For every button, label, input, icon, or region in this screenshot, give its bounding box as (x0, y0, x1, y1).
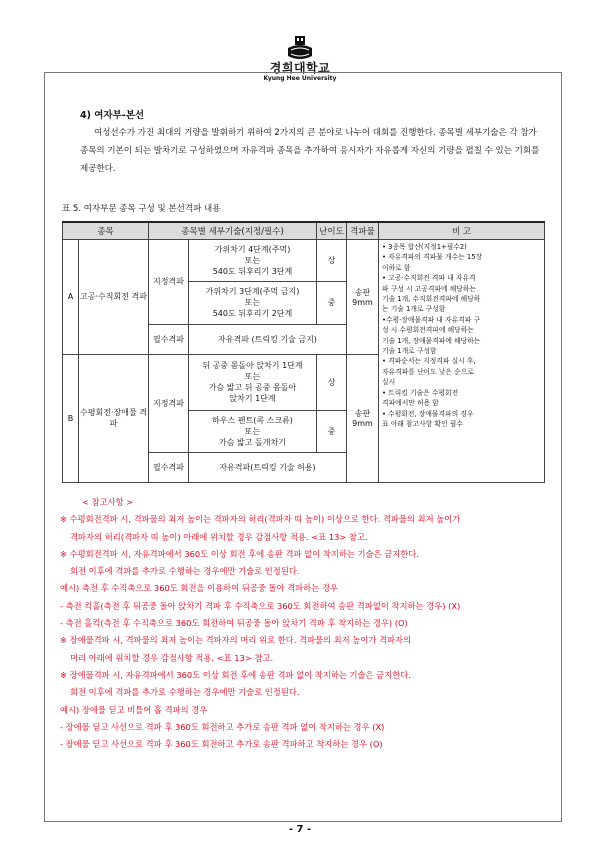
reference-line: - 측전 흘킥(측전 후 수직축으로 360도 회전하여 뒤공중 돌아 앉차기 격파 후 착지하는 경우) (O) (60, 618, 408, 629)
logo-english-name: Kyung Hee University (263, 75, 337, 82)
reference-title: < 참고사항 > (82, 497, 134, 507)
reference-line: - 측전 킥흘(측전 후 뒤공중 돌아 앉차기 격파 후 수직축으로 360도 회전하여 송판 격파없이 착지하는 경우) (X) (60, 600, 461, 611)
page-number: - 7 - (288, 824, 312, 835)
reference-notes (60, 494, 550, 753)
group-a-letter: A (63, 240, 79, 355)
reference-line: 예시) 측전 후 수직축으로 360도 회전을 이용하여 뒤공중 돌아 격파하는 경우 (60, 583, 338, 594)
header-material: 격파물 (347, 222, 379, 240)
group-a-free: 자유격파 (트릭킹 기술 금지) (189, 324, 347, 354)
group-a-designated: 지정격파 (149, 240, 189, 325)
group-a-skill2: 가위차기 3단계(주먹 금지) 또는 540도 뒤후리기 2단계 (189, 282, 317, 324)
table-row (63, 240, 545, 282)
group-b-name: 수평회전·장애물 격파 (79, 354, 149, 482)
reference-line: ※ 수평회전격파 시, 자유격파에서 360도 이상 회전 후에 송판 격파 없이 착지하는 기술은 금지한다. (60, 548, 419, 559)
header-difficulty: 난이도 (317, 222, 347, 240)
reference-line: 회전 이후에 격파를 추가로 수행하는 경우에만 기술로 인정된다. (70, 687, 300, 698)
group-b-skill2: 하우스 펜트(콕 스크류) 또는 가슴 밟고 돌개차기 (189, 410, 317, 452)
reference-line: - 장애물 딛고 사선으로 격파 후 360도 회전하고 추가로 송판 격파 없이 착지하는 경우 (X) (60, 721, 385, 732)
reference-line: ※ 수평회전격파 시, 격파물의 최저 높이는 격파자의 허리(격파자 띠 높이) 이상으로 한다. 격파물의 최저 높이가 (60, 514, 461, 525)
reference-line: - 장애물 딛고 사선으로 격파 후 360도 회전하고 추가로 송판 격파하고 착지하는 경우 (O) (60, 739, 383, 750)
group-b-skill1: 뒤 공중 몸돌아 앉차기 1단계 또는 가슴 밟고 뒤 공중 몸돌아 앉차기 1단계 (189, 354, 317, 410)
logo-korean-name: 경희대학교 (269, 61, 331, 75)
remarks-notes: • 3종목 합산(지정1+필수2) • 자유격파의 격파물 개수는 15장 이하로 함 • 고공·수직회전 격파 내 자유격 파 구성 시 고공격파에 해당하는 기술 1개, 수직회전격파에 해당하 는 기술 1개로 구성함 •수평·장애물격파 내 자유격파 구 성 시 수평회전격파에 해당하는 기술 1개, 장애물격파에 해당하는 기술 1개로 구성함 • 격파순서는 지정격파 실시 후, 자유격파를 난이도 낮은 순으로 실시 • 트릭킹 기술은 수평회전 격파에서만 허용 함 • 수평회전, 장애물격파의 경우 표 아래 참고사항 확인 필수 (379, 240, 545, 483)
reference-line: ※ 장애물격파 시, 격파물의 최저 높이는 격파자의 머리 위로 한다. 격파물의 최저 높이가 격파자의 (60, 635, 412, 646)
reference-line: 회전 이후에 격파를 추가로 수행하는 경우에만 기술로 인정된다. (70, 566, 300, 577)
events-table (62, 221, 545, 483)
reference-line: 예시) 장애물 딛고 비틀어 홀 격파의 경우 (60, 704, 208, 715)
table-header-row (63, 222, 545, 240)
group-b-free: 자유격파(트릭킹 기술 허용) (189, 453, 347, 483)
group-b-skill1-level: 상 (317, 354, 347, 410)
reference-line: 격파자의 허리(격파자 띠 높이) 아래에 위치할 경우 감점사항 적용. <표 13> 참고. (70, 531, 368, 542)
table-caption: 표 5. 여자부문 종목 구성 및 본선격파 내용 (62, 204, 221, 214)
group-a-skill1: 가위차기 4단계(주먹) 또는 540도 뒤후리기 3단계 (189, 240, 317, 282)
group-b-letter: B (63, 354, 79, 482)
group-b-mandatory: 필수격파 (149, 453, 189, 483)
group-a-material: 송판 9mm (347, 240, 379, 355)
header-skills: 종목별 세부기술(지정/필수) (149, 222, 317, 240)
group-b-designated: 지정격파 (149, 354, 189, 452)
header-event: 종목 (63, 222, 149, 240)
section-paragraph: 여성선수가 가진 최대의 기량을 발휘하기 위하여 2가지의 큰 분야로 나누어 대회를 진행한다. 종목별 세부기술은 각 참가종목의 기본이 되는 발차기로 구성하였으며 자유격파 종목을 추가하여 응시자가 자유롭게 자신의 기량을 펼칠 수 있는 기회를 제공한다. (80, 128, 540, 174)
group-b-material: 송판 9mm (347, 354, 379, 482)
group-a-skill2-level: 중 (317, 282, 347, 324)
group-a-name: 고공·수직회전 격파 (79, 240, 149, 355)
group-b-skill2-level: 중 (317, 410, 347, 452)
group-a-mandatory: 필수격파 (149, 324, 189, 354)
section-title: 4) 여자부-본선 (80, 110, 145, 121)
reference-line: ※ 장애물격파 시, 자유격파에서 360도 이상 회전 후에 송판 격파 없이 착지하는 기술은 금지한다. (60, 669, 411, 680)
header-remarks: 비 고 (379, 222, 545, 240)
group-a-skill1-level: 상 (317, 240, 347, 282)
reference-line: 머리 아래에 위치할 경우 감점사항 적용. <표 13> 참고. (70, 652, 274, 663)
university-emblem-icon (285, 34, 315, 62)
